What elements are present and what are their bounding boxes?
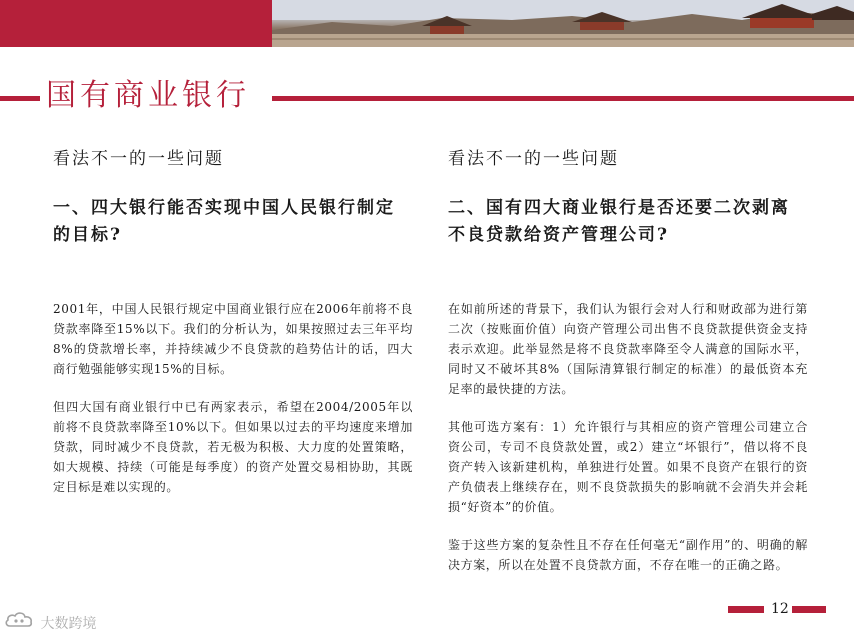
left-paragraph: 2001年，中国人民银行规定中国商业银行应在2006年前将不良贷款率降至15%以下。我们的分析认为，如果按照过去三年平均8%的贷款增长率，并持续减少不良贷款的趋势估计的话，四大商行勉强能够实现15%的目标。: [53, 302, 413, 376]
page-title: 国有商业银行: [46, 78, 250, 113]
right-column: [448, 147, 808, 575]
left-paragraph: 但四大国有商业银行中已有两家表示，希望在2004/2005年以前将不良贷款率降至10%以下。但如果以过去的平均速度来增加贷款，同时减少不良贷款，若无极为积极、大力度的处置策略，如大规模、持续（可能是每季度）的资产处置交易相协助，其既定目标是难以实现的。: [53, 400, 413, 494]
watermark-text: 大数跨境: [40, 616, 97, 632]
left-question: 一、四大银行能否实现中国人民银行制定的目标?: [53, 198, 395, 245]
right-paragraph: 在如前所述的背景下，我们认为银行会对人行和财政部为进行第二次（按账面价值）向资产管理公司出售不良贷款提供资金支持表示欢迎。此举显然是将不良贷款率降至令人满意的国际水平，同时又不破坏其8%（国际清算银行制定的标准）的最低资本充足率的最快捷的方法。: [448, 302, 808, 396]
footer-bar-left: [728, 606, 764, 613]
right-paragraph: 其他可选方案有：1）允许银行与其相应的资产管理公司建立合资公司，专司不良贷款处置，或2）建立“坏银行”，借以将不良资产转入该新建机构，单独进行处置。如果不良资产在银行的资产负债表上继续存在，则不良贷款损失的影响就不会消失并会耗损“好资本”的价值。: [448, 420, 808, 514]
right-column-heading: 看法不一的一些问题: [448, 149, 619, 169]
cloud-logo-icon: [4, 611, 34, 637]
right-question: 二、国有四大商业银行是否还要二次剥离不良贷款给资产管理公司?: [448, 198, 790, 245]
watermark: [4, 611, 96, 637]
left-column: [53, 147, 413, 497]
title-rule-right: [272, 96, 854, 101]
palace-illustration: [272, 0, 854, 47]
page-number: 12: [771, 601, 789, 617]
footer-bar-right: [792, 606, 826, 613]
title-rule-left: [0, 96, 40, 101]
header-red-block: [0, 0, 272, 47]
right-paragraph: 鉴于这些方案的复杂性且不存在任何毫无“副作用”的、明确的解决方案，所以在处置不良贷款方面，不存在唯一的正确之路。: [448, 538, 808, 572]
header-banner-image: [272, 0, 854, 47]
left-column-heading: 看法不一的一些问题: [53, 149, 224, 169]
